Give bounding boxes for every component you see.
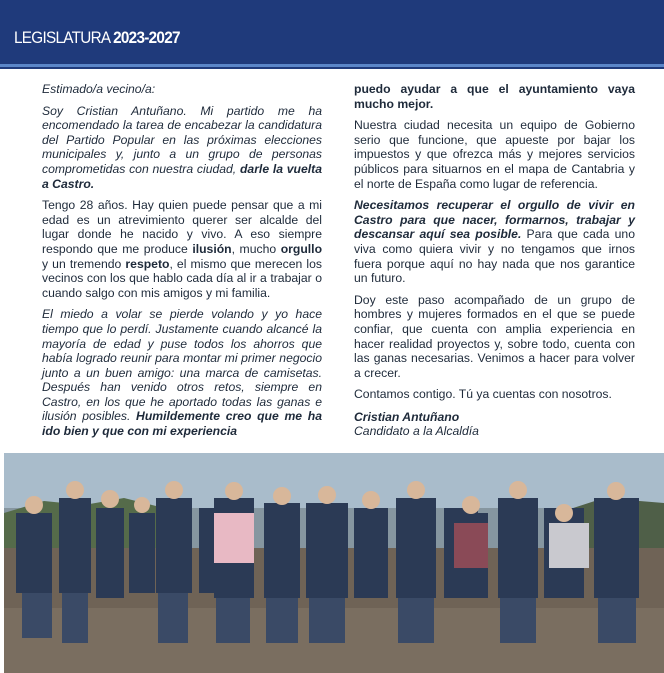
greeting: Estimado/a vecino/a: — [42, 82, 156, 96]
paragraph-intro — [42, 104, 322, 192]
age-text-b: , mucho — [231, 241, 277, 256]
intro-bold: darle la vuelta a Castro. — [42, 161, 323, 191]
paragraph-closing: Contamos contigo. Tú ya cuentas con nosotros. — [354, 387, 612, 402]
age-bold-respeto: respeto — [125, 256, 170, 271]
intro-text: Soy Cristian Antuñano. Mi partido me ha encomendado la tarea de encabezar la candidatura del Partido Popular en las próximas elecciones municipales y, junto a un grupo de personas comprometidas con nuestra ciudad, — [42, 103, 322, 176]
pride-text: Para que cada uno viva como quiera vivir y no tengamos que irnos fuera porque aquí no hay nada que nos garantice un futuro. — [354, 227, 635, 286]
paragraph-pride — [354, 198, 635, 286]
paragraph-continue — [354, 82, 635, 111]
paragraph-fear — [42, 307, 322, 438]
paragraph-city: Nuestra ciudad necesita un equipo de Gobierno serio que funcione, que apueste por bajar los impuestos y que ofrezca más y mejores servicios públicos para situarnos en el mapa de Cantabria y el norte de España como lugar de referencia. — [354, 118, 635, 191]
age-bold-ilusion: ilusión — [192, 241, 232, 256]
header-title-years: 2023-2027 — [113, 28, 180, 47]
signature-role: Candidato a la Alcaldía — [354, 424, 479, 439]
header-title — [14, 28, 180, 48]
paragraph-team: Doy este paso acompañado de un grupo de hombres y mujeres formados en el que se puede confiar, que cuenta con amplia experiencia en hacer realidad proyectos y, sobre todo, cuenta con las ganas necesarias. Venimos a hacer para volver a crecer. — [354, 292, 635, 380]
age-text-a: Tengo 28 años. Hay quien puede pensar que a mi edad es un atrevimiento querer ser alcalde del lugar donde he nacido y vivo. A eso siempre respondo que me produce — [42, 198, 322, 256]
header-title-prefix: LEGISLATURA — [14, 28, 110, 47]
signature-name: Cristian Antuñano — [354, 409, 460, 424]
age-text-d: , el mismo que merecen los vecinos con los que hablo cada día al ir a trabajar o cuando salgo con mis amigos y mi familia. — [42, 256, 322, 300]
age-text-c: y un tremendo — [42, 256, 122, 271]
pride-bold: Necesitamos recuperar el orgullo de vivir en Castro para que nacer, formarnos, trabajar y descansar aquí sea posible. — [354, 198, 635, 242]
age-bold-orgullo: orgullo — [280, 241, 323, 256]
header-divider — [0, 64, 664, 67]
continue-bold: puedo ayudar a que el ayuntamiento vaya mucho mejor. — [354, 82, 635, 111]
fear-text: El miedo a volar se pierde volando y yo hace tiempo que lo perdí. Justamente cuando alcancé la mayoría de edad y puse todos los ahorros que había logrado reunir para montar mi primer negocio junto a un buen amigo: una marca de camisetas. Después han venido otros retos, siempre en Castro, en los que he aportado todas las ganas e ilusión posibles. — [42, 307, 322, 424]
left-column — [42, 82, 322, 446]
team-photo-illustration — [4, 453, 664, 673]
right-column — [354, 82, 635, 439]
header-banner — [0, 0, 664, 69]
paragraph-age — [42, 198, 322, 300]
fear-bold: Humildemente creo que me ha ido bien y que con mi experiencia — [42, 409, 322, 439]
team-photo — [4, 453, 664, 673]
